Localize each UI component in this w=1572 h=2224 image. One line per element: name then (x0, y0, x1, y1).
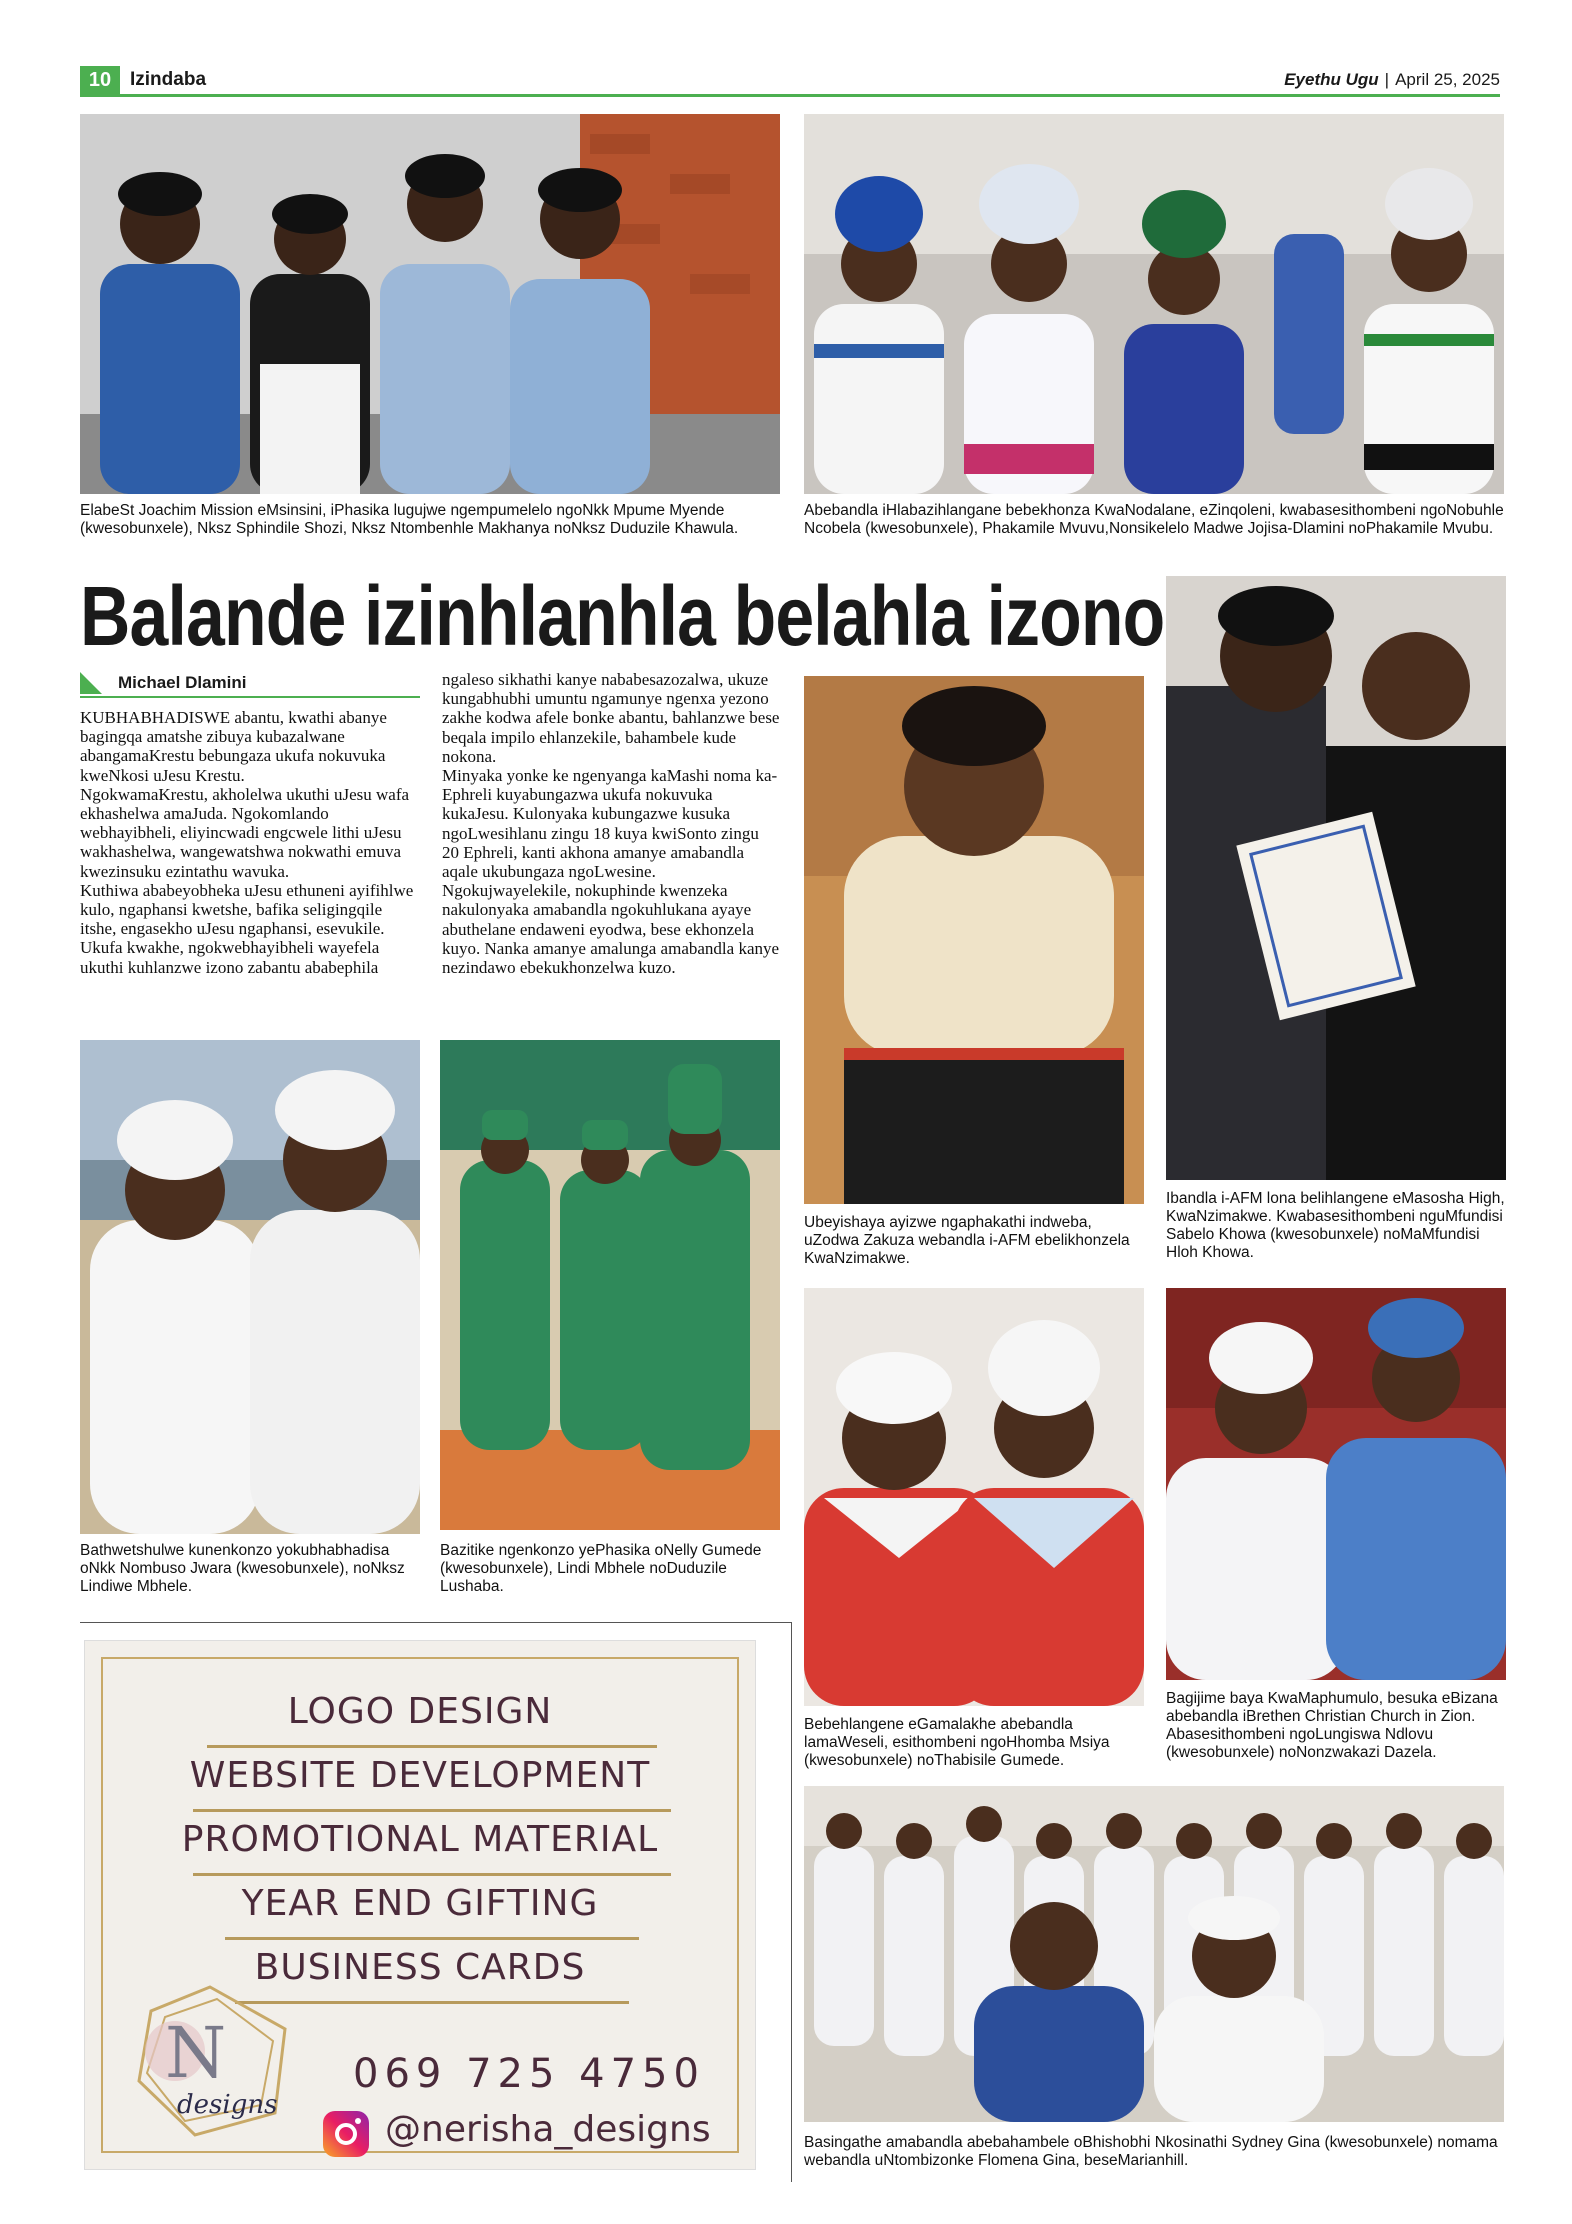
section-label: Izindaba (130, 69, 207, 90)
caption-certificate: Ibandla i-AFM lona belihlangene eMasosha High, KwaNzimakwe. Kwabasesithombeni nguMfundisi Sabelo Khowa (kwesobunxele) noMaMfundisi Hloh Khowa. (1166, 1190, 1505, 1261)
logo-word: designs (177, 2090, 278, 2120)
advert-instagram-handle[interactable]: @nerisha_designs (385, 2109, 711, 2150)
photo-red-uniforms (804, 1288, 1144, 1706)
nerisha-logo (125, 1981, 295, 2141)
article-column-2 (442, 670, 780, 977)
photo-whistle (804, 676, 1144, 1204)
advert-divider (193, 1873, 671, 1876)
page-number: 10 (80, 66, 120, 94)
caption-marianhill-group: Basingathe amabandla abebahambele oBhishobhi Nkosinathi Sydney Gina (kwesobunxele) nomama webandla uNtombizonke Flomena Gina, beseMarianhill. (804, 2134, 1498, 2169)
article-paragraph: KUBHABHADISWE abantu, kwathi abanye bagingqa amatshe zibuya kubazalwane abangamaKrestu bebungaza ukufa nokuvuka kweNkosi uJesu Krestu. (80, 708, 387, 785)
caption-whistle: Ubeyishaya ayizwe ngaphakathi indweba, uZodwa Zakuza webandla i-AFM ebelikhonzela KwaNzimakwe. (804, 1214, 1130, 1267)
advert-divider (225, 1937, 639, 1940)
photo-zion-church (1166, 1288, 1506, 1680)
advert-frame-top (80, 1622, 792, 1623)
photo-green-uniforms (440, 1040, 780, 1530)
photo-st-joachim (80, 114, 780, 494)
advert-service: WEBSITE DEVELOPMENT (189, 1755, 651, 1796)
advert-service: BUSINESS CARDS (254, 1947, 586, 1988)
photo-certificate (1166, 576, 1506, 1180)
advert-service: LOGO DESIGN (287, 1691, 553, 1732)
article-paragraph: ngaleso sikhathi kanye nababesazozalwa, ukuze kungabhubhi umuntu ngamunye ngenxa yezono zakhe kodwa afele bonke abantu, bahlanzwe bese beqala impilo ehlanzekile, bahambele kude nokona. (442, 670, 780, 766)
advert-phone[interactable]: 069 725 4750 (353, 2051, 705, 2097)
paper-name: Eyethu Ugu (1284, 70, 1379, 89)
advert-service: PROMOTIONAL MATERIAL (181, 1819, 659, 1860)
caption-red-uniforms: Bebehlangene eGamalakhe abebandla lamaWeseli, esithombeni ngoHhomba Msiya (kwesobunxele) noThabisile Gumede. (804, 1716, 1110, 1769)
advert-divider (207, 1745, 657, 1748)
caption-green-uniforms: Bazitike ngenkonzo yePhasika oNelly Gumede (kwesobunxele), Lindi Mbhele noDuduzile Lushaba. (440, 1542, 762, 1595)
advert-divider (193, 1809, 671, 1812)
caption-baptism: Bathwetshulwe kunenkonzo yokubhabhadisa oNkk Nombuso Jwara (kwesobunxele), noNksz Lindiwe Mbhele. (80, 1542, 405, 1595)
article-headline: Balande izinhlanhla belahla izono (80, 569, 1165, 663)
article-paragraph: Minyaka yonke ke ngenyanga kaMashi noma ka-Ephreli kuyabungazwa ukufa nokuvuka kukaJesu. Kulonyaka kubungazwe kusuka ngoLwesihlanu zingu 18 kuya kwiSonto zingu 20 Ephreli, kanti akhona amanye amabandla aqale ukubungaza ngoLwesine. (442, 766, 778, 882)
byline-rule (80, 696, 420, 698)
article-paragraph: Ngokujwayelekile, nokuphinde kwenzeka nakulonyaka amabandla ngokuhlukana ayaye abuthelane endaweni eyodwa, bese ekhonzela kuyo. Nanka amanye amalunga amabandla kanye nezindawo ebekukhonzelwa kuzo. (442, 881, 780, 978)
photo-baptism (80, 1040, 420, 1534)
article-paragraph: Kuthiwa ababeyobheka uJesu ethuneni ayifihlwe kulo, ngaphansi kwetshe, bafika seligingqile itshe, engasekho uJesu ngaphansi, esevukile. Ukufa kwakhe, ngokwebhayibheli wayefela ukuthi kuhlanzwe izono zabantu ababephila (80, 880, 414, 977)
photo-hlabazihlangane (804, 114, 1504, 494)
byline: Michael Dlamini (118, 673, 247, 692)
caption-top-left: ElabeSt Joachim Mission eMsinsini, iPhasika lugujwe ngempumelelo ngoNkk Mpume Myende (kwesobunxele), Nksz Sphindile Shozi, Nksz Ntombenhle Makhanya noNksz Duduzile Khawula. (80, 502, 739, 537)
masthead (1284, 66, 1500, 94)
instagram-icon (323, 2111, 369, 2157)
article-paragraph: NgokwamaKrestu, akholelwa ukuthi uJesu wafa ekhashelwa amaJuda. Ngokomlando webhayibheli, eliyincwadi engcwele lithi uJesu wakhashelwa, wangewatshwa nokwathi emuva kwezinsuku ezintathu wavuka. (80, 784, 410, 881)
advert-frame-side (791, 1622, 792, 2182)
masthead-separator: | (1384, 70, 1390, 89)
caption-zion-church: Bagijime baya KwaMaphumulo, besuka eBizana abebandla iBrethen Christian Church in Zion. Abasesithombeni ngoLungiswa Ndlovu (kwesobunxele) noNonzwakazi Dazela. (1166, 1690, 1498, 1761)
header-rule (80, 94, 1500, 97)
article-column-1 (80, 708, 418, 977)
issue-date: April 25, 2025 (1395, 70, 1500, 89)
caption-top-right: Abebandla iHlabazihlangane bebekhonza KwaNodalane, eZinqoleni, kwabasesithombeni ngoNobuhle Ncobela (kwesobunxele), Phakamile Mvuvu,Nonsikelelo Madwe Jojisa-Dlamini noPhakamile Mvubu. (804, 502, 1504, 537)
advert-nerisha-designs[interactable] (84, 1640, 756, 2170)
photo-marianhill-group (804, 1786, 1504, 2122)
byline-marker (80, 672, 102, 694)
logo-letter: N (165, 2012, 227, 2094)
advert-service: YEAR END GIFTING (241, 1883, 599, 1924)
